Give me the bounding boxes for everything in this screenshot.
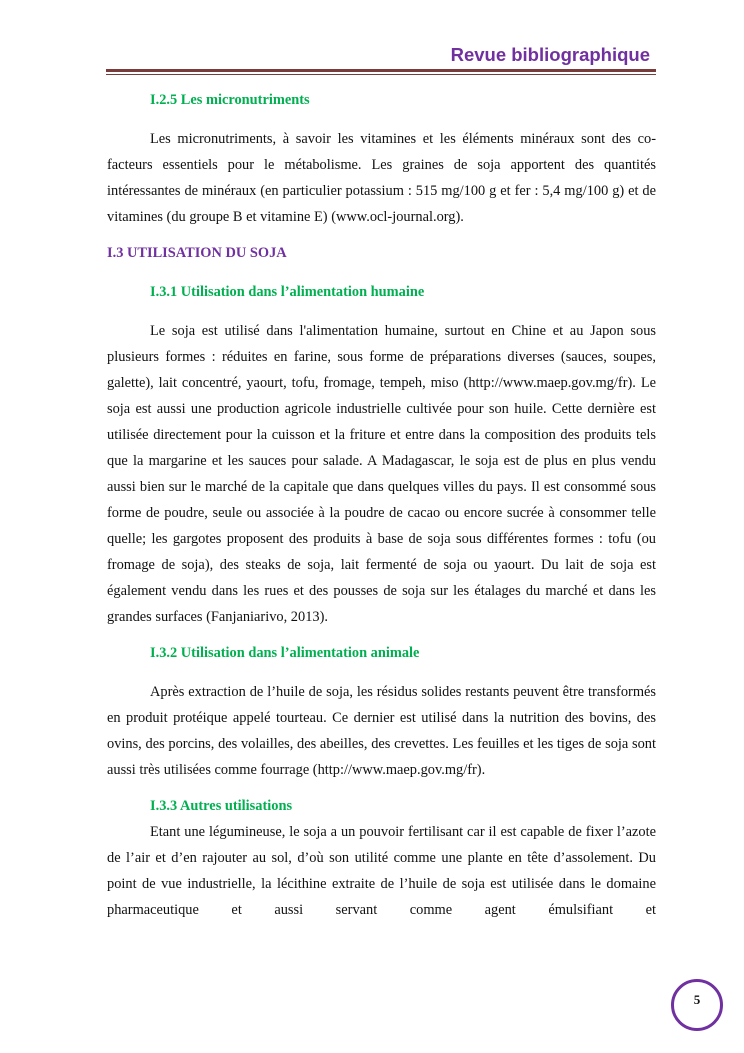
header-rule-thin <box>106 74 656 75</box>
subsection-heading-alimentation-humaine: I.3.1 Utilisation dans l’alimentation humaine <box>150 284 425 300</box>
subsection-heading-autres-utilisations: I.3.3 Autres utilisations <box>150 798 293 814</box>
page-body <box>107 88 656 923</box>
running-header-title: Revue bibliographique <box>450 44 650 65</box>
section-heading-utilisation-soja: I.3 UTILISATION DU SOJA <box>107 245 287 261</box>
page-number: 5 <box>693 992 701 1007</box>
page-number-badge <box>671 979 723 1031</box>
paragraph-micronutriments: Les micronutriments, à savoir les vitamines et les éléments minéraux sont des co-facteurs essentiels pour le métabolisme. Les graines de soja apportent des quantités intéressantes de minéraux (en particulier potassium : 515 mg/100 g et fer : 5,4 mg/100 g) et de vitamines (du groupe B et vitamine E) (www.ocl-journal.org). <box>107 131 656 225</box>
subsection-heading-micronutriments: I.2.5 Les micronutriments <box>150 92 310 108</box>
subsection-heading-alimentation-animale: I.3.2 Utilisation dans l’alimentation animale <box>150 645 420 661</box>
paragraph-alimentation-animale: Après extraction de l’huile de soja, les résidus solides restants peuvent être transformés en produit protéique appelé tourteau. Ce dernier est utilisé dans la nutrition des bovins, des ovins, des porcins, des volailles, des abeilles, des crevettes. Les feuilles et les tiges de soja sont aussi très utilisées comme fourrage (http://www.maep.gov.mg/fr). <box>107 684 656 778</box>
paragraph-autres-utilisations: Etant une légumineuse, le soja a un pouvoir fertilisant car il est capable de fixer l’azote de l’air et d’en rajouter au sol, d’où son utilité comme une plante en tête d’assolement. Du point de vue industrielle, la lécithine extraite de l’huile de soja est utilisée dans le domaine pharmaceutique et aussi servant comme agent émulsifiant et <box>107 824 656 918</box>
header-rule-thick <box>106 69 656 72</box>
paragraph-alimentation-humaine: Le soja est utilisé dans l'alimentation humaine, surtout en Chine et au Japon sous plusieurs formes : réduites en farine, sous forme de préparations diverses (sauces, soupes, galette), lait concentré, yaourt, tofu, fromage, tempeh, miso (http://www.maep.gov.mg/fr). Le soja est aussi une production agricole industrielle cultivée pour son huile. Cette dernière est utilisée directement pour la cuisson et la friture et entre dans la composition des produits tels que la margarine et les sauces pour salade. A Madagascar, le soja est de plus en plus vendu aussi bien sur le marché de la capitale que dans quelques villes du pays. Il est consommé sous forme de poudre, seule ou associée à la poudre de cacao ou encore sucrée à consommer telle quelle; les gargotes proposent des produits à base de soja sous différentes formes : tofu (ou fromage de soja), des steaks de soja, lait fermenté de soja ou yaourt. Du lait de soja est également vendu dans les rues et des pousses de soja sur les étalages du marché et dans les grandes surfaces (Fanjaniarivo, 2013). <box>107 323 656 625</box>
